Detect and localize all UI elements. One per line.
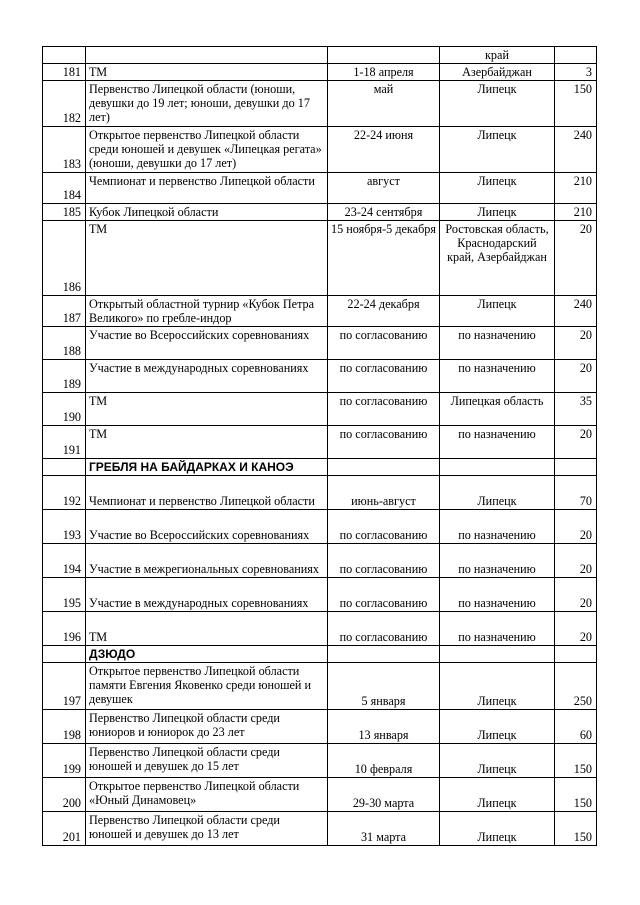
row-number: 189 [43, 360, 86, 393]
row-number: 187 [43, 296, 86, 327]
row-number: 194 [43, 544, 86, 578]
row-number: 190 [43, 393, 86, 426]
event-date: 10 февраля [328, 744, 440, 778]
event-place: по назначению [440, 360, 555, 393]
event-date: 29-30 марта [328, 778, 440, 812]
event-place: Ростовская область, Краснодарский край, Азербайджан [440, 221, 555, 296]
event-place: Липецк [440, 778, 555, 812]
event-name: ТМ [86, 426, 328, 459]
section-title-judo: ДЗЮДО [86, 646, 328, 663]
event-place: Липецк [440, 81, 555, 127]
section-number-cell [43, 646, 86, 663]
row-number: 197 [43, 663, 86, 710]
participant-count: 20 [555, 360, 597, 393]
event-name: Участие в международных соревнованиях [86, 578, 328, 612]
table-row [43, 510, 597, 544]
event-place: по назначению [440, 510, 555, 544]
row-number: 186 [43, 221, 86, 296]
participant-count: 3 [555, 64, 597, 81]
table-row [43, 812, 597, 846]
event-place: по назначению [440, 544, 555, 578]
table-row [43, 663, 597, 710]
section-row [43, 459, 597, 476]
event-place: по назначению [440, 612, 555, 646]
event-name [86, 47, 328, 64]
participant-count: 150 [555, 812, 597, 846]
event-date: по согласованию [328, 360, 440, 393]
event-date: по согласованию [328, 327, 440, 360]
event-date: 5 января [328, 663, 440, 710]
row-number: 200 [43, 778, 86, 812]
event-name: Участие во Всероссийских соревнованиях [86, 327, 328, 360]
participant-count: 70 [555, 476, 597, 510]
table-row [43, 612, 597, 646]
row-number: 184 [43, 173, 86, 204]
event-date: 22-24 июня [328, 127, 440, 173]
event-place: Липецк [440, 173, 555, 204]
event-name: Открытый областной турнир «Кубок Петра Великого» по гребле-индор [86, 296, 328, 327]
event-date: 13 января [328, 710, 440, 744]
participant-count: 210 [555, 204, 597, 221]
event-name: Первенство Липецкой области (юноши, девушки до 19 лет; юноши, девушки до 17 лет) [86, 81, 328, 127]
event-name: Чемпионат и первенство Липецкой области [86, 476, 328, 510]
section-empty-cell [328, 646, 440, 663]
participant-count: 20 [555, 221, 597, 296]
event-name: Первенство Липецкой области среди юношей и девушек до 15 лет [86, 744, 328, 778]
participant-count: 20 [555, 327, 597, 360]
table-row [43, 64, 597, 81]
section-empty-cell [440, 646, 555, 663]
table-row [43, 744, 597, 778]
participant-count: 20 [555, 612, 597, 646]
event-place: Липецк [440, 476, 555, 510]
event-date: май [328, 81, 440, 127]
event-name: ТМ [86, 221, 328, 296]
participant-count: 210 [555, 173, 597, 204]
table-row [43, 578, 597, 612]
section-empty-cell [440, 459, 555, 476]
event-place: по назначению [440, 327, 555, 360]
events-table [42, 46, 597, 846]
section-empty-cell [555, 459, 597, 476]
table-row [43, 393, 597, 426]
participant-count: 250 [555, 663, 597, 710]
event-place: по назначению [440, 578, 555, 612]
event-date: по согласованию [328, 426, 440, 459]
row-number: 191 [43, 426, 86, 459]
event-date: по согласованию [328, 578, 440, 612]
row-number: 198 [43, 710, 86, 744]
event-place: Липецк [440, 204, 555, 221]
table-row [43, 296, 597, 327]
participant-count: 150 [555, 744, 597, 778]
event-name: ТМ [86, 64, 328, 81]
row-number: 185 [43, 204, 86, 221]
event-date: по согласованию [328, 510, 440, 544]
section-row [43, 646, 597, 663]
participant-count: 20 [555, 510, 597, 544]
row-number: 199 [43, 744, 86, 778]
event-date: 31 марта [328, 812, 440, 846]
event-name: Открытое первенство Липецкой области памяти Евгения Яковенко среди юношей и девушек [86, 663, 328, 710]
event-place: Липецкая область [440, 393, 555, 426]
event-name: ТМ [86, 393, 328, 426]
section-empty-cell [328, 459, 440, 476]
table-row [43, 47, 597, 64]
row-number [43, 47, 86, 64]
table-row [43, 221, 597, 296]
event-name: Открытое первенство Липецкой области «Юный Динамовец» [86, 778, 328, 812]
participant-count: 150 [555, 778, 597, 812]
event-date: 23-24 сентября [328, 204, 440, 221]
event-date: август [328, 173, 440, 204]
event-date: по согласованию [328, 544, 440, 578]
event-place: Липецк [440, 710, 555, 744]
table-row [43, 173, 597, 204]
event-date: 22-24 декабря [328, 296, 440, 327]
table-row [43, 426, 597, 459]
event-date: по согласованию [328, 393, 440, 426]
row-number: 188 [43, 327, 86, 360]
event-date [328, 47, 440, 64]
table-row [43, 544, 597, 578]
participant-count: 60 [555, 710, 597, 744]
event-date: по согласованию [328, 612, 440, 646]
section-empty-cell [555, 646, 597, 663]
event-place: Липецк [440, 812, 555, 846]
table-row [43, 710, 597, 744]
event-place: по назначению [440, 426, 555, 459]
section-number-cell [43, 459, 86, 476]
event-name: Кубок Липецкой области [86, 204, 328, 221]
event-place: Липецк [440, 663, 555, 710]
participant-count: 240 [555, 127, 597, 173]
event-place: Липецк [440, 127, 555, 173]
table-row [43, 127, 597, 173]
participant-count: 20 [555, 578, 597, 612]
table-row [43, 778, 597, 812]
table-row [43, 360, 597, 393]
table-row [43, 81, 597, 127]
table-row [43, 204, 597, 221]
row-number: 182 [43, 81, 86, 127]
row-number: 193 [43, 510, 86, 544]
event-place: Липецк [440, 296, 555, 327]
participant-count: 35 [555, 393, 597, 426]
event-name: ТМ [86, 612, 328, 646]
row-number: 201 [43, 812, 86, 846]
event-name: Участие во Всероссийских соревнованиях [86, 510, 328, 544]
event-date: 15 ноября-5 декабря [328, 221, 440, 296]
participant-count: 20 [555, 544, 597, 578]
participant-count [555, 47, 597, 64]
row-number: 195 [43, 578, 86, 612]
event-place: край [440, 47, 555, 64]
row-number: 181 [43, 64, 86, 81]
participant-count: 240 [555, 296, 597, 327]
event-name: Открытое первенство Липецкой области среди юношей и девушек «Липецкая регата» (юноши, девушки до 17 лет) [86, 127, 328, 173]
section-title-kayak: ГРЕБЛЯ НА БАЙДАРКАХ И КАНОЭ [86, 459, 328, 476]
row-number: 192 [43, 476, 86, 510]
event-name: Чемпионат и первенство Липецкой области [86, 173, 328, 204]
event-name: Первенство Липецкой области среди юношей и девушек до 13 лет [86, 812, 328, 846]
event-date: июнь-август [328, 476, 440, 510]
event-name: Участие в межрегиональных соревнованиях [86, 544, 328, 578]
participant-count: 150 [555, 81, 597, 127]
event-name: Участие в международных соревнованиях [86, 360, 328, 393]
row-number: 183 [43, 127, 86, 173]
event-name: Первенство Липецкой области среди юниоров и юниорок до 23 лет [86, 710, 328, 744]
table-row [43, 476, 597, 510]
event-date: 1-18 апреля [328, 64, 440, 81]
row-number: 196 [43, 612, 86, 646]
event-place: Липецк [440, 744, 555, 778]
participant-count: 20 [555, 426, 597, 459]
table-row [43, 327, 597, 360]
event-place: Азербайджан [440, 64, 555, 81]
